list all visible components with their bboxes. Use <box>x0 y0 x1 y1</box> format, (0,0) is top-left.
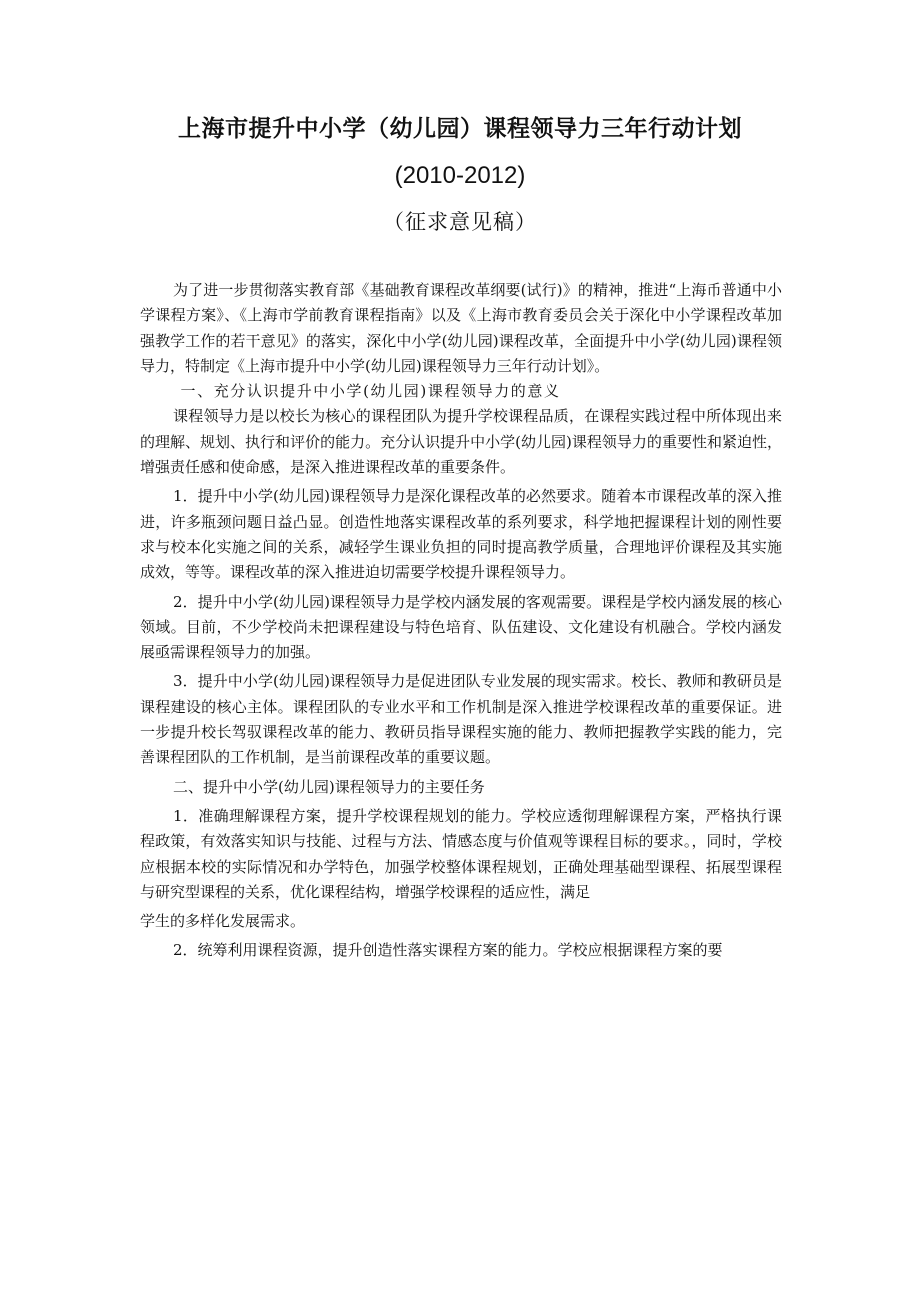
intro-paragraph: 为了进一步贯彻落实教育部《基础教育课程改革纲要(试行)》的精神，推进“上海币普通中小学课程方案》、《上海市学前教育课程指南》以及《上海市教育委员会关于深化中小学课程改革加强教学工作的若干意见》的落实，深化中小学(幼儿园)课程改革，全面提升中小学(幼儿园)课程领导力，特制定《上海市提升中小学(幼儿园)课程领导力三年行动计划》。 <box>140 281 782 375</box>
section-1-paragraph: 课程领导力是以校长为核心的课程团队为提升学校课程品质，在课程实践过程中所体现出来的理解、规划、执行和评价的能力。充分认识提升中小学(幼儿园)课程领导力的重要性和紧迫性，增强责任感和使命感，是深入推进课程改革的重要条件。 <box>140 407 782 477</box>
section-1-item-2: 2．提升中小学(幼儿园)课程领导力是学校内涵发展的客观需要。课程是学校内涵发展的核心领域。目前，不少学校尚未把课程建设与特色培育、队伍建设、文化建设有机融合。学校内涵发展亟需课程领导力的加强。 <box>140 592 782 662</box>
section-2-item-1-continued: 学生的多样化发展需求。 <box>140 912 306 931</box>
document-years: (2010-2012) <box>394 162 526 189</box>
section-heading-2: 二、提升中小学(幼儿园)课程领导力的主要任务 <box>173 777 485 796</box>
section-1-item-1: 1．提升中小学(幼儿园)课程领导力是深化课程改革的必然要求。随着本市课程改革的深入推进，许多瓶颈问题日益凸显。创造性地落实课程改革的系列要求，科学地把握课程计划的刚性要求与校本化实施之间的关系，减轻学生课业负担的同时提高教学质量，合理地评价课程及其实施成效，等等。课程改革的深入推进迫切需要学校提升课程领导力。 <box>140 487 782 582</box>
document-title: 上海市提升中小学（幼儿园）课程领导力三年行动计划 <box>178 116 742 142</box>
draft-note: （征求意见稿） <box>383 210 537 234</box>
section-2-item-1: 1．准确理解课程方案，提升学校课程规划的能力。学校应透彻理解课程方案，严格执行课程政策，有效落实知识与技能、过程与方法、情感态度与价值观等课程目标的要求。，同时，学校应根据本校的实际情况和办学特色，加强学校整体课程规划，正确处理基础型课程、拓展型课程与研究型课程的关系，优化课程结构，增强学校课程的适应性，满足 <box>140 806 782 901</box>
section-heading-1: 一、充分认识提升中小学(幼儿园)课程领导力的意义 <box>180 382 561 401</box>
section-2-item-2: 2．统筹利用课程资源，提升创造性落实课程方案的能力。学校应根据课程方案的要 <box>173 941 723 960</box>
section-1-item-3: 3．提升中小学(幼儿园)课程领导力是促进团队专业发展的现实需求。校长、教师和教研员是课程建设的核心主体。课程团队的专业水平和工作机制是深入推进学校课程改革的重要保证。进一步提升校长驾驭课程改革的能力、教研员指导课程实施的能力、教师把握教学实践的能力，完善课程团队的工作机制，是当前课程改革的重要议题。 <box>140 672 782 767</box>
document-body <box>140 278 782 964</box>
